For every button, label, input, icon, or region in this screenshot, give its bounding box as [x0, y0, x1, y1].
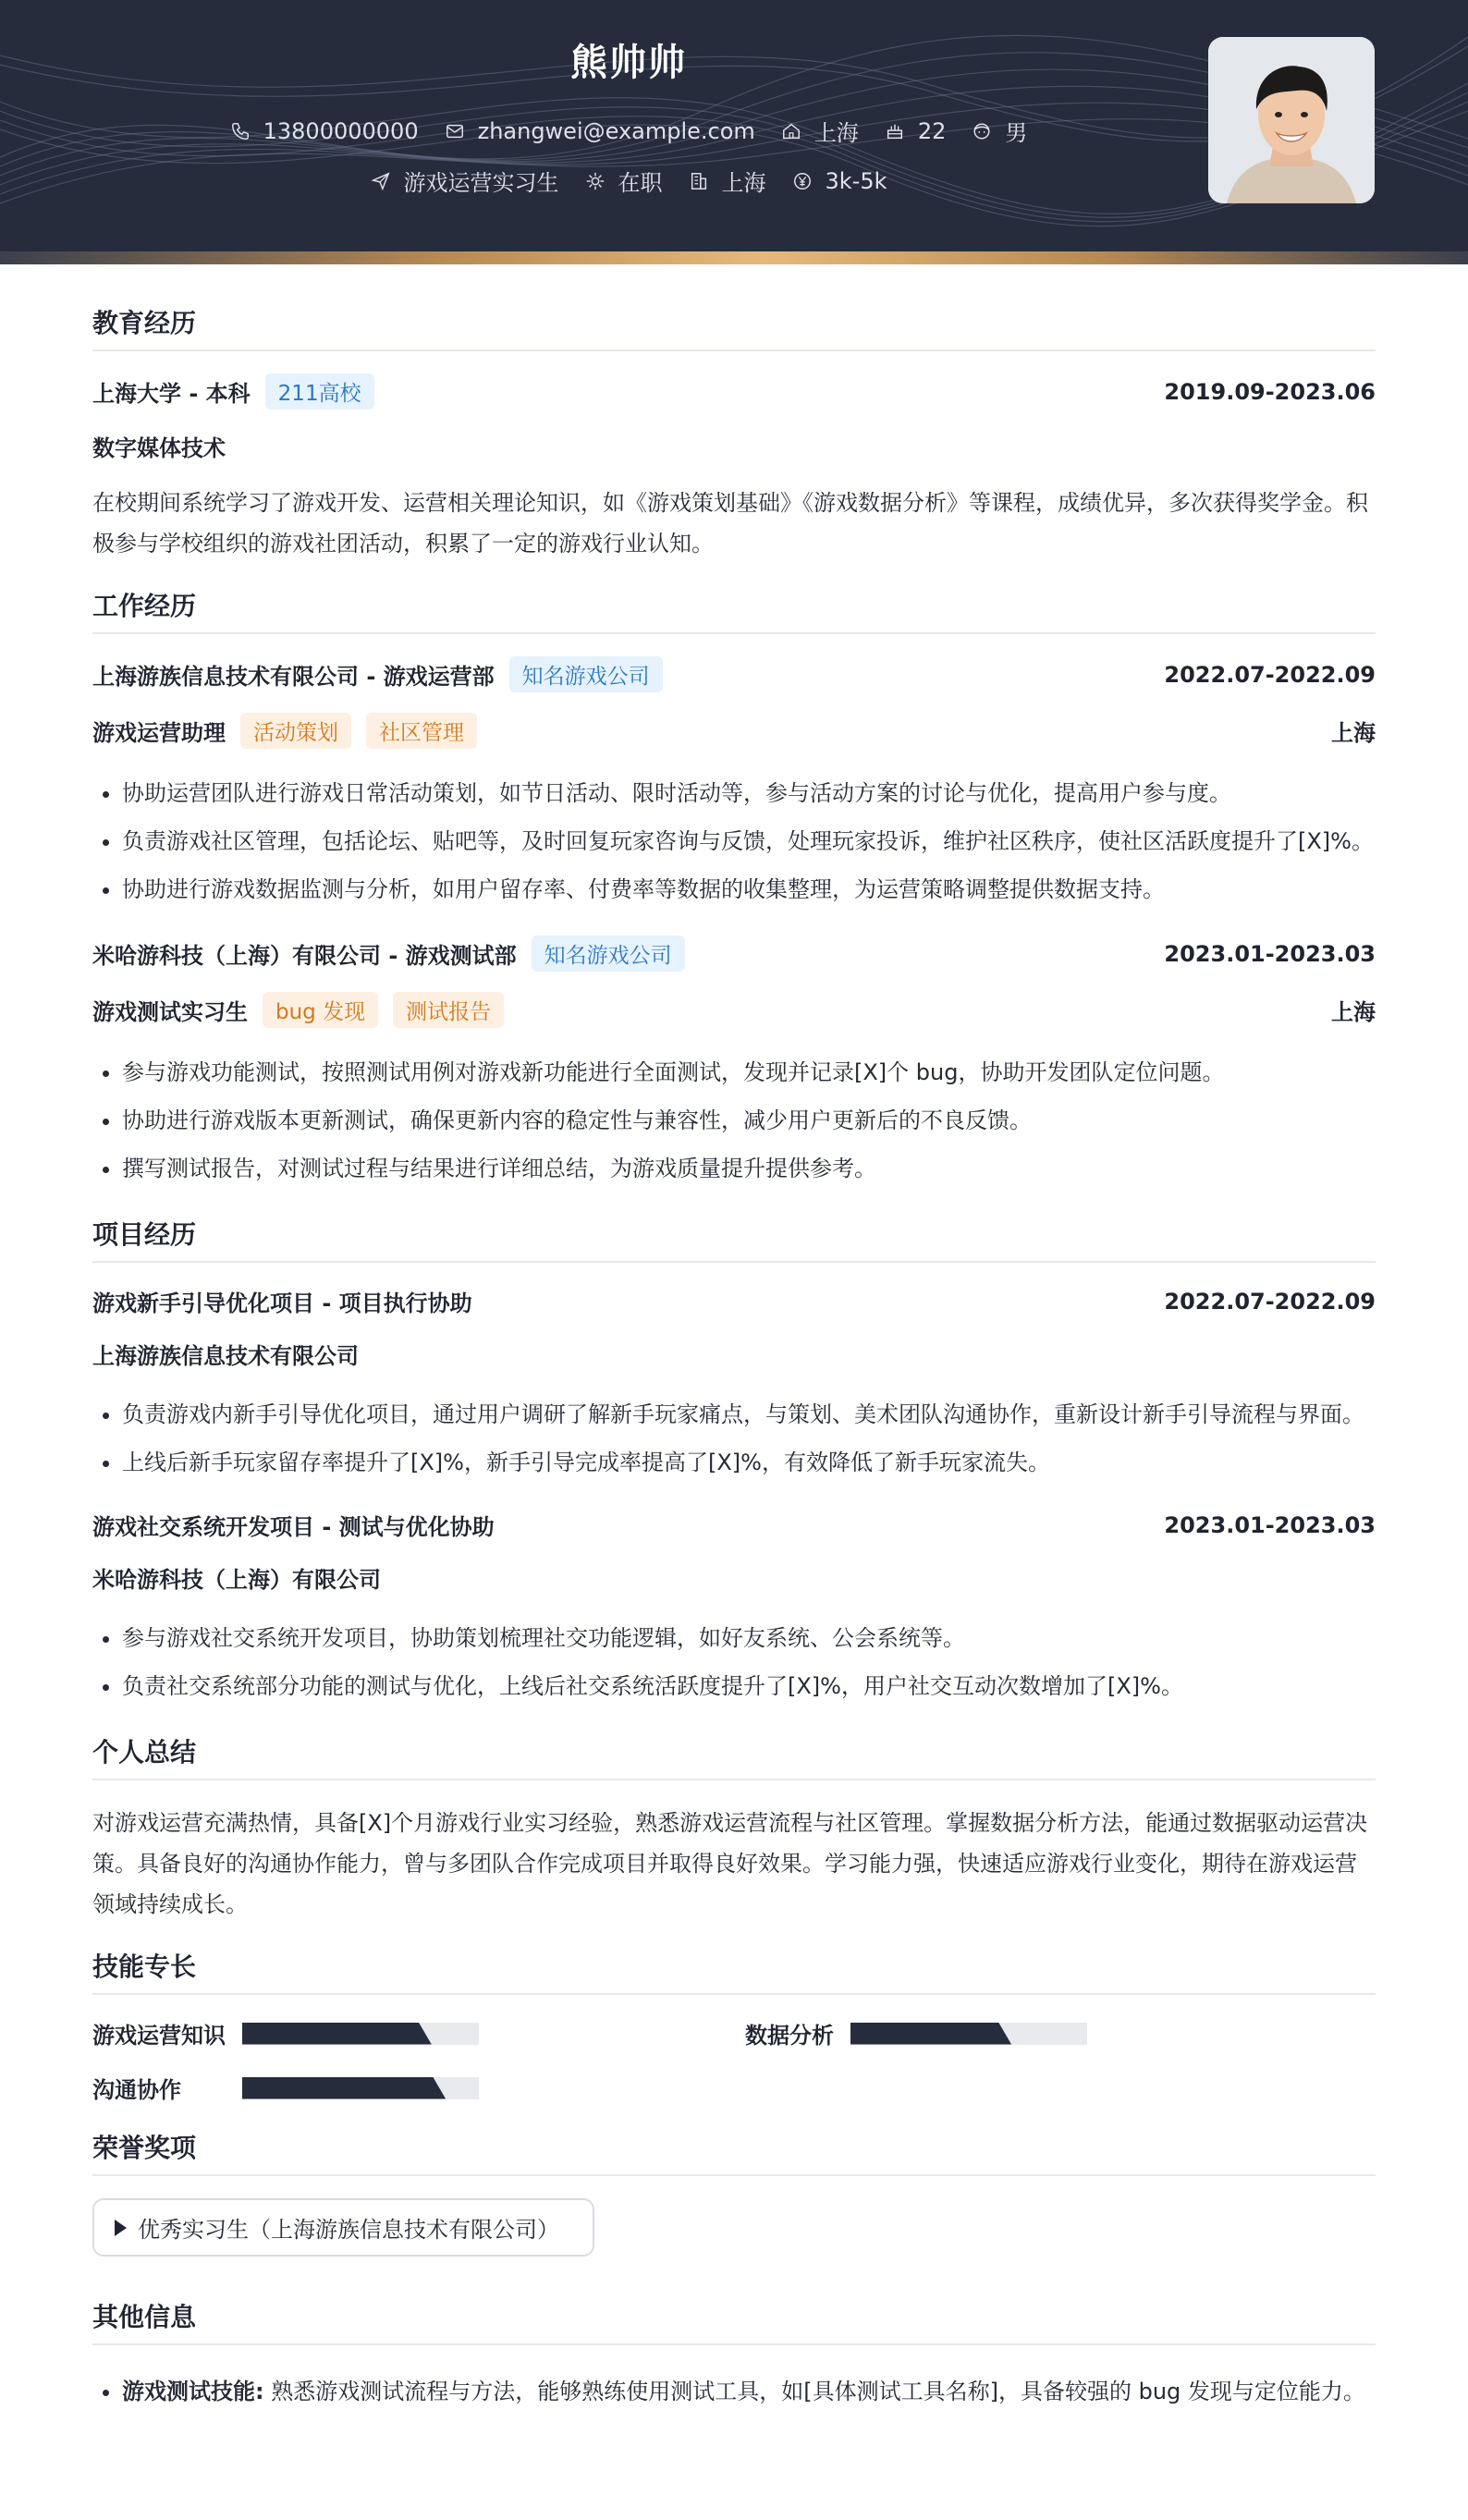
- person-face-icon: [972, 121, 992, 141]
- work-skill-tag: 社区管理: [366, 713, 477, 749]
- section-title-skills: 技能专长: [92, 1947, 1376, 1995]
- summary-text: 对游戏运营充满热情，具备[X]个月游戏行业实习经验，熟悉游戏运营流程与社区管理。掌握数据分析方法，能通过数据驱动运营决策。具备良好的沟通协作能力，曾与多团队合作完成项目并取得良好效果。学习能力强，快速适应游戏行业变化，期待在游戏运营领域持续成长。: [92, 1810, 1368, 1917]
- work-skill-tag: bug 发现: [263, 992, 378, 1028]
- honor-item[interactable]: [92, 2198, 594, 2257]
- gender-info: [972, 115, 1027, 147]
- other-list: [92, 2367, 1376, 2416]
- skill-level-bar: [242, 2023, 479, 2045]
- city-info: [781, 115, 859, 147]
- project-date: 2022.07-2022.09: [1164, 1288, 1376, 1315]
- work-role-row: [92, 992, 1376, 1028]
- project-bullet: • 负责游戏内新手引导优化项目，通过用户调研了解新手玩家痛点，与策划、美术团队沟通协作，重新设计新手引导流程与界面。: [122, 1390, 1376, 1438]
- mail-icon: [445, 121, 465, 141]
- skill-level-bar: [242, 2077, 479, 2099]
- project-entry: [92, 1285, 1376, 1486]
- candidate-name: 熊帅帅: [570, 42, 687, 84]
- work-location: 上海: [1331, 999, 1376, 1025]
- header-accent-band: [0, 251, 1468, 264]
- project-name: 游戏新手引导优化项目 - 项目执行协助: [92, 1291, 472, 1316]
- phone-info: [230, 118, 419, 144]
- section-title-summary: 个人总结: [92, 1732, 1376, 1780]
- education-description: 在校期间系统学习了游戏开发、运营相关理论知识，如《游戏策划基础》《游戏数据分析》等课程，成绩优异，多次获得奖学金。积极参与学校组织的游戏社团活动，积累了一定的游戏行业认知。: [92, 490, 1368, 557]
- honor-text: 优秀实习生（上海游族信息技术有限公司）: [138, 2217, 559, 2243]
- resume-body: [92, 287, 1376, 2438]
- project-name: 游戏社交系统开发项目 - 测试与优化协助: [92, 1514, 495, 1540]
- project-company-row: [92, 1338, 1376, 1370]
- paper-plane-icon: [371, 171, 391, 191]
- project-bullet-list: [92, 1614, 1376, 1710]
- email-text[interactable]: zhangwei@example.com: [477, 117, 755, 144]
- honors-section: [92, 2128, 1376, 2281]
- work-bullet: • 参与游戏功能测试，按照测试用例对游戏新功能进行全面测试，发现并记录[X]个 bug，协助开发团队定位问题。: [122, 1048, 1376, 1096]
- education-major-row: [92, 430, 1376, 462]
- other-item-label: 游戏测试技能:: [122, 2379, 264, 2404]
- section-title-education: 教育经历: [92, 303, 1376, 351]
- project-entry: [92, 1509, 1376, 1710]
- yuan-coin-icon: [792, 171, 813, 191]
- work-company: 上海游族信息技术有限公司 - 游戏运营部: [92, 664, 495, 690]
- skills-section: [92, 1947, 1376, 2104]
- cake-icon: [885, 121, 905, 141]
- resume-header: [0, 0, 1468, 251]
- phone-icon: [230, 121, 251, 141]
- summary-section: [92, 1732, 1376, 1925]
- status-info: [585, 165, 663, 197]
- target-city-info: [689, 165, 766, 197]
- section-title-projects: 项目经历: [92, 1215, 1376, 1263]
- skill-level-fill: [242, 2023, 432, 2045]
- skill-level-fill: [850, 2023, 1011, 2045]
- skill-item: [745, 2017, 1376, 2049]
- work-bullet: • 撰写测试报告，对测试过程与结果进行详细总结，为游戏质量提升提供参考。: [122, 1144, 1376, 1193]
- project-header-row: [92, 1285, 1376, 1317]
- skill-level-fill: [242, 2077, 446, 2099]
- skill-name: 沟通协作: [92, 2077, 181, 2103]
- project-date: 2023.01-2023.03: [1164, 1511, 1376, 1538]
- gender-text: 男: [1005, 120, 1028, 146]
- work-date: 2022.07-2022.09: [1164, 661, 1376, 688]
- projects-section: [92, 1215, 1376, 1710]
- avatar-illustration: [1208, 37, 1375, 203]
- work-entry: [92, 656, 1376, 913]
- status-text: 在职: [618, 170, 663, 196]
- skill-name: 数据分析: [745, 2023, 834, 2049]
- project-bullet: • 负责社交系统部分功能的测试与优化，上线后社交系统活跃度提升了[X]%，用户社交互动次数增加了[X]%。: [122, 1662, 1376, 1710]
- work-company: 米哈游科技（上海）有限公司 - 游戏测试部: [92, 943, 517, 969]
- target-city-text: 上海: [721, 170, 766, 196]
- other-item: [122, 2367, 1376, 2416]
- work-section: [92, 586, 1376, 1193]
- work-company-row: [92, 656, 1376, 692]
- skill-name: 游戏运营知识: [92, 2023, 226, 2049]
- salary-info: [792, 168, 887, 194]
- target-job-info: [371, 165, 559, 197]
- section-title-other: 其他信息: [92, 2297, 1376, 2345]
- phone-text[interactable]: 13800000000: [263, 117, 419, 144]
- education-tag: 211高校: [265, 373, 374, 410]
- building-icon: [689, 171, 709, 191]
- contact-info-row: [0, 115, 1257, 147]
- work-role: 游戏测试实习生: [92, 999, 248, 1025]
- project-company: 米哈游科技（上海）有限公司: [92, 1567, 381, 1593]
- work-location: 上海: [1331, 720, 1376, 746]
- education-header-row: [92, 373, 1376, 410]
- work-skill-tag: 活动策划: [240, 713, 351, 749]
- work-bullet-list: [92, 1048, 1376, 1193]
- skill-item: [92, 2017, 745, 2049]
- project-header-row: [92, 1509, 1376, 1541]
- caret-right-icon: [115, 2220, 127, 2236]
- profile-photo: [1208, 37, 1375, 203]
- age-info: [885, 118, 947, 144]
- job-intent-row: [0, 165, 1257, 197]
- project-bullet-list: [92, 1390, 1376, 1486]
- project-company: 上海游族信息技术有限公司: [92, 1343, 359, 1369]
- city-text: 上海: [814, 120, 859, 146]
- work-role: 游戏运营助理: [92, 720, 226, 746]
- education-school: 上海大学 - 本科: [92, 381, 251, 407]
- education-date: 2019.09-2023.06: [1164, 378, 1376, 405]
- work-bullet: • 协助进行游戏版本更新测试，确保更新内容的稳定性与兼容性，减少用户更新后的不良反馈。: [122, 1096, 1376, 1144]
- work-bullet-list: [92, 769, 1376, 913]
- section-title-honors: 荣誉奖项: [92, 2128, 1376, 2176]
- target-job-text: 游戏运营实习生: [403, 170, 559, 196]
- work-role-row: [92, 713, 1376, 749]
- age-text: 22: [917, 117, 947, 144]
- work-skill-tag: 测试报告: [393, 992, 504, 1028]
- other-section: [92, 2297, 1376, 2416]
- project-company-row: [92, 1561, 1376, 1594]
- other-item-text: 熟悉游戏测试流程与方法，能够熟练使用测试工具，如[具体测试工具名称]，具备较强的 bug 发现与定位能力。: [271, 2379, 1365, 2404]
- email-info: [445, 118, 755, 144]
- skill-item: [92, 2072, 745, 2104]
- skill-level-bar: [850, 2023, 1087, 2045]
- section-title-work: 工作经历: [92, 586, 1376, 634]
- project-bullet: • 参与游戏社交系统开发项目，协助策划梳理社交功能逻辑，如好友系统、公会系统等。: [122, 1614, 1376, 1662]
- work-date: 2023.01-2023.03: [1164, 940, 1376, 967]
- education-section: [92, 303, 1376, 564]
- work-company-tag: 知名游戏公司: [509, 656, 663, 692]
- work-entry: [92, 936, 1376, 1193]
- work-company-tag: 知名游戏公司: [532, 936, 685, 972]
- education-major: 数字媒体技术: [92, 435, 226, 461]
- work-bullet: • 协助运营团队进行游戏日常活动策划，如节日活动、限时活动等，参与活动方案的讨论与优化，提高用户参与度。: [122, 769, 1376, 817]
- project-bullet: • 上线后新手玩家留存率提升了[X]%，新手引导完成率提高了[X]%，有效降低了新手玩家流失。: [122, 1438, 1376, 1486]
- skills-grid: [92, 2017, 1376, 2104]
- status-gear-icon: [585, 171, 606, 191]
- work-company-row: [92, 936, 1376, 972]
- work-bullet: • 协助进行游戏数据监测与分析，如用户留存率、付费率等数据的收集整理，为运营策略调整提供数据支持。: [122, 865, 1376, 913]
- work-bullet: • 负责游戏社区管理，包括论坛、贴吧等，及时回复玩家咨询与反馈，处理玩家投诉，维护社区秩序，使社区活跃度提升了[X]%。: [122, 817, 1376, 865]
- home-icon: [781, 121, 801, 141]
- salary-text: 3k-5k: [825, 167, 887, 194]
